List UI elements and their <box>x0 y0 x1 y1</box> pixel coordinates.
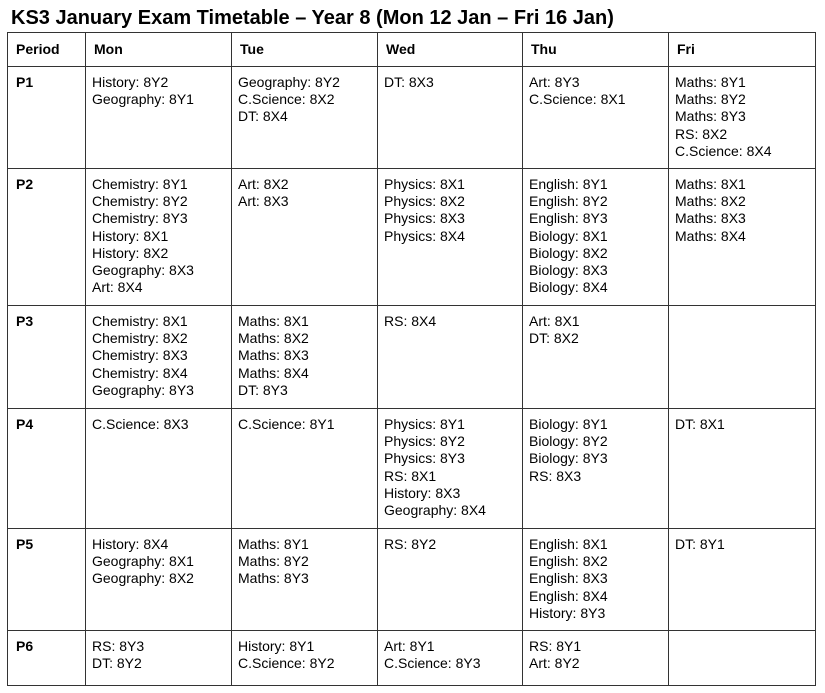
exam-entry: English: 8X4 <box>529 587 608 604</box>
table-row <box>8 409 816 529</box>
header-wed: Wed <box>378 33 523 67</box>
exam-entry: Physics: 8X4 <box>384 227 465 244</box>
cell-mon <box>86 306 232 409</box>
cell-fri <box>669 631 816 686</box>
cell-fri <box>669 409 816 529</box>
exam-entry: Biology: 8X1 <box>529 227 608 244</box>
exam-entry: Biology: 8Y3 <box>529 450 608 467</box>
timetable-body <box>8 67 816 686</box>
exam-entry: History: 8X4 <box>92 536 169 552</box>
exam-entry: Maths: 8Y3 <box>238 570 309 587</box>
exam-entry: RS: 8X1 <box>384 467 437 484</box>
cell-fri <box>669 306 816 409</box>
exam-entry: DT: 8X4 <box>238 108 288 125</box>
exam-entry: Chemistry: 8X4 <box>92 364 188 381</box>
cell-thu <box>523 631 669 686</box>
exam-entry: DT: 8Y2 <box>92 655 142 672</box>
exam-entry: English: 8X2 <box>529 553 608 570</box>
cell-mon <box>86 631 232 686</box>
exam-entry: C.Science: 8X2 <box>238 91 335 108</box>
exam-entry: Art: 8Y2 <box>529 655 580 672</box>
exam-entry: Physics: 8Y3 <box>384 450 465 467</box>
cell-tue <box>232 169 378 306</box>
cell-thu <box>523 67 669 169</box>
table-row <box>8 169 816 306</box>
exam-entry: RS: 8Y2 <box>384 536 437 552</box>
exam-entry: Geography: 8Y1 <box>92 91 194 108</box>
exam-entry: History: 8Y3 <box>529 604 606 621</box>
exam-entry: Maths: 8Y1 <box>675 74 746 90</box>
cell-wed <box>378 306 523 409</box>
exam-entry: Geography: 8X4 <box>384 502 486 519</box>
exam-entry: Chemistry: 8X3 <box>92 347 188 364</box>
exam-entry: Physics: 8X3 <box>384 210 465 227</box>
header-tue: Tue <box>232 33 378 67</box>
header-thu: Thu <box>523 33 669 67</box>
exam-entry: Art: 8X1 <box>529 313 580 329</box>
exam-entry: Art: 8Y3 <box>529 74 580 90</box>
exam-entry: Maths: 8Y3 <box>675 108 746 125</box>
cell-tue <box>232 409 378 529</box>
table-row <box>8 67 816 169</box>
cell-mon <box>86 409 232 529</box>
exam-entry: Chemistry: 8Y3 <box>92 210 188 227</box>
table-row <box>8 631 816 686</box>
exam-entry: Physics: 8Y1 <box>384 416 465 432</box>
exam-entry: C.Science: 8X1 <box>529 91 626 108</box>
timetable <box>7 32 816 686</box>
table-row <box>8 529 816 631</box>
cell-mon <box>86 169 232 306</box>
period-cell: P6 <box>8 631 86 686</box>
exam-entry: Biology: 8X4 <box>529 279 608 296</box>
exam-entry: Art: 8X2 <box>238 176 289 192</box>
exam-entry: Chemistry: 8Y2 <box>92 193 188 210</box>
exam-entry: Maths: 8X2 <box>238 330 309 347</box>
exam-entry: C.Science: 8X3 <box>92 416 189 432</box>
exam-entry: DT: 8X3 <box>384 74 434 90</box>
exam-entry: Chemistry: 8X1 <box>92 313 188 329</box>
cell-tue <box>232 529 378 631</box>
exam-entry: Biology: 8Y2 <box>529 433 608 450</box>
exam-entry: RS: 8Y3 <box>92 638 145 654</box>
header-row <box>8 33 816 67</box>
exam-entry: English: 8Y3 <box>529 210 608 227</box>
exam-entry: History: 8Y1 <box>238 638 315 654</box>
exam-entry: C.Science: 8Y1 <box>238 416 335 432</box>
exam-entry: C.Science: 8X4 <box>675 142 772 159</box>
exam-entry: Physics: 8X2 <box>384 193 465 210</box>
exam-entry: History: 8X2 <box>92 244 169 261</box>
exam-entry: Maths: 8X1 <box>238 313 309 329</box>
exam-entry: RS: 8X2 <box>675 125 728 142</box>
cell-fri <box>669 169 816 306</box>
exam-entry: Maths: 8X4 <box>238 364 309 381</box>
cell-thu <box>523 169 669 306</box>
exam-entry: Physics: 8Y2 <box>384 433 465 450</box>
exam-entry: English: 8Y2 <box>529 193 608 210</box>
exam-entry: English: 8X3 <box>529 570 608 587</box>
page-title: KS3 January Exam Timetable – Year 8 (Mon 12 Jan – Fri 16 Jan) <box>11 7 614 29</box>
cell-mon <box>86 67 232 169</box>
cell-fri <box>669 67 816 169</box>
exam-entry: Maths: 8X3 <box>675 210 746 227</box>
exam-entry: Maths: 8X2 <box>675 193 746 210</box>
cell-wed <box>378 409 523 529</box>
exam-entry: Geography: 8X2 <box>92 570 194 587</box>
exam-entry: DT: 8X2 <box>529 330 579 347</box>
exam-entry: RS: 8X4 <box>384 313 437 329</box>
exam-entry: Biology: 8X2 <box>529 244 608 261</box>
exam-entry: Geography: 8Y2 <box>238 74 340 90</box>
cell-wed <box>378 67 523 169</box>
exam-entry: Geography: 8Y3 <box>92 381 194 398</box>
exam-entry: History: 8Y2 <box>92 74 169 90</box>
exam-entry: C.Science: 8Y2 <box>238 655 335 672</box>
period-cell: P5 <box>8 529 86 631</box>
cell-fri <box>669 529 816 631</box>
exam-entry: History: 8X1 <box>92 227 169 244</box>
cell-wed <box>378 169 523 306</box>
cell-thu <box>523 409 669 529</box>
exam-entry: Chemistry: 8Y1 <box>92 176 188 192</box>
exam-entry: DT: 8X1 <box>675 416 725 432</box>
exam-entry: Biology: 8X3 <box>529 262 608 279</box>
exam-entry: Art: 8X4 <box>92 279 143 296</box>
exam-entry: Biology: 8Y1 <box>529 416 608 432</box>
cell-tue <box>232 67 378 169</box>
exam-entry: Geography: 8X3 <box>92 262 194 279</box>
period-cell: P2 <box>8 169 86 306</box>
exam-entry: DT: 8Y1 <box>675 536 725 552</box>
period-cell: P4 <box>8 409 86 529</box>
exam-entry: Maths: 8Y1 <box>238 536 309 552</box>
exam-entry: Chemistry: 8X2 <box>92 330 188 347</box>
exam-entry: English: 8Y1 <box>529 176 608 192</box>
cell-mon <box>86 529 232 631</box>
header-mon: Mon <box>86 33 232 67</box>
period-cell: P3 <box>8 306 86 409</box>
cell-tue <box>232 631 378 686</box>
exam-entry: Maths: 8Y2 <box>238 553 309 570</box>
exam-entry: Geography: 8X1 <box>92 553 194 570</box>
exam-entry: RS: 8Y1 <box>529 638 582 654</box>
exam-entry: DT: 8Y3 <box>238 381 288 398</box>
exam-entry: History: 8X3 <box>384 484 461 501</box>
exam-entry: Art: 8Y1 <box>384 638 435 654</box>
cell-thu <box>523 529 669 631</box>
cell-thu <box>523 306 669 409</box>
header-fri: Fri <box>669 33 816 67</box>
exam-entry: Maths: 8X3 <box>238 347 309 364</box>
exam-entry: RS: 8X3 <box>529 467 582 484</box>
period-cell: P1 <box>8 67 86 169</box>
table-row <box>8 306 816 409</box>
cell-wed <box>378 631 523 686</box>
exam-entry: Physics: 8X1 <box>384 176 465 192</box>
exam-entry: C.Science: 8Y3 <box>384 655 481 672</box>
cell-wed <box>378 529 523 631</box>
cell-tue <box>232 306 378 409</box>
exam-entry: Maths: 8X4 <box>675 227 746 244</box>
exam-entry: Maths: 8Y2 <box>675 91 746 108</box>
exam-entry: Art: 8X3 <box>238 193 289 210</box>
header-period: Period <box>8 33 86 67</box>
exam-entry: Maths: 8X1 <box>675 176 746 192</box>
exam-entry: English: 8X1 <box>529 536 608 552</box>
